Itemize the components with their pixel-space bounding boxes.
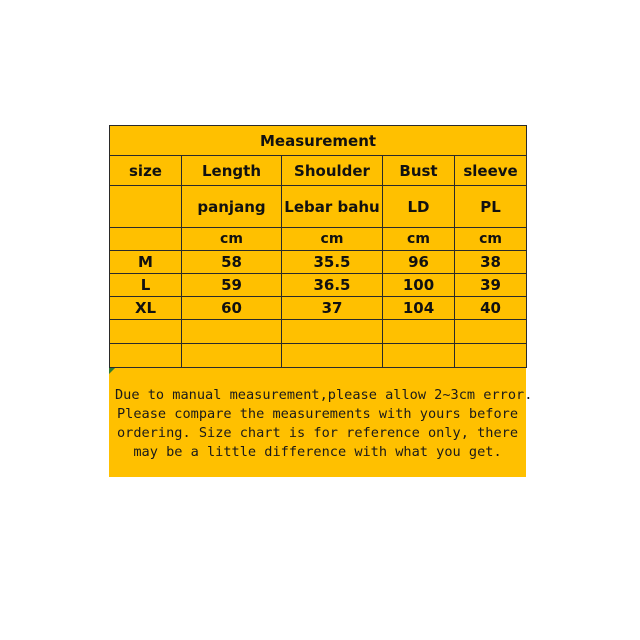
note-line: ordering. Size chart is for reference only, there — [116, 425, 519, 441]
cell-bust: 104 — [383, 297, 455, 320]
cell-size: L — [110, 274, 182, 297]
local-header-bust: LD — [383, 186, 455, 228]
unit-length: cm — [182, 228, 282, 251]
local-header-length: panjang — [182, 186, 282, 228]
cell-sleeve: 39 — [455, 274, 527, 297]
header-sleeve: sleeve — [455, 156, 527, 186]
empty-cell — [110, 320, 182, 344]
empty-cell — [182, 320, 282, 344]
empty-row — [110, 344, 527, 368]
cell-sleeve: 40 — [455, 297, 527, 320]
size-chart-panel — [109, 125, 533, 477]
note-line: Due to manual measurement,please allow 2~3cm error. — [115, 387, 533, 403]
title-row — [110, 126, 527, 156]
empty-cell — [182, 344, 282, 368]
cell-size: M — [110, 251, 182, 274]
empty-cell — [383, 320, 455, 344]
cell-shoulder: 36.5 — [282, 274, 383, 297]
empty-cell — [455, 320, 527, 344]
unit-size — [110, 228, 182, 251]
cell-length: 59 — [182, 274, 282, 297]
local-header-row — [110, 186, 527, 228]
table-row — [110, 251, 527, 274]
header-row — [110, 156, 527, 186]
empty-cell — [110, 344, 182, 368]
empty-cell — [455, 344, 527, 368]
table-title: Measurement — [110, 126, 527, 156]
unit-bust: cm — [383, 228, 455, 251]
header-length: Length — [182, 156, 282, 186]
cell-comment-marker-icon — [109, 368, 115, 374]
measurement-note — [109, 368, 533, 477]
empty-cell — [282, 344, 383, 368]
local-header-shoulder: Lebar bahu — [282, 186, 383, 228]
local-header-size — [110, 186, 182, 228]
note-line: may be a little difference with what you get. — [133, 444, 502, 460]
cell-bust: 96 — [383, 251, 455, 274]
cell-sleeve: 38 — [455, 251, 527, 274]
cell-length: 58 — [182, 251, 282, 274]
size-chart-table — [109, 125, 527, 368]
cell-size: XL — [110, 297, 182, 320]
empty-cell — [383, 344, 455, 368]
table-row — [110, 297, 527, 320]
cell-bust: 100 — [383, 274, 455, 297]
header-size: size — [110, 156, 182, 186]
empty-row — [110, 320, 527, 344]
header-shoulder: Shoulder — [282, 156, 383, 186]
unit-shoulder: cm — [282, 228, 383, 251]
cell-shoulder: 37 — [282, 297, 383, 320]
unit-sleeve: cm — [455, 228, 527, 251]
header-bust: Bust — [383, 156, 455, 186]
local-header-sleeve: PL — [455, 186, 527, 228]
cell-length: 60 — [182, 297, 282, 320]
empty-cell — [282, 320, 383, 344]
note-line: Please compare the measurements with yours before — [116, 406, 519, 422]
table-row — [110, 274, 527, 297]
cell-shoulder: 35.5 — [282, 251, 383, 274]
unit-row — [110, 228, 527, 251]
